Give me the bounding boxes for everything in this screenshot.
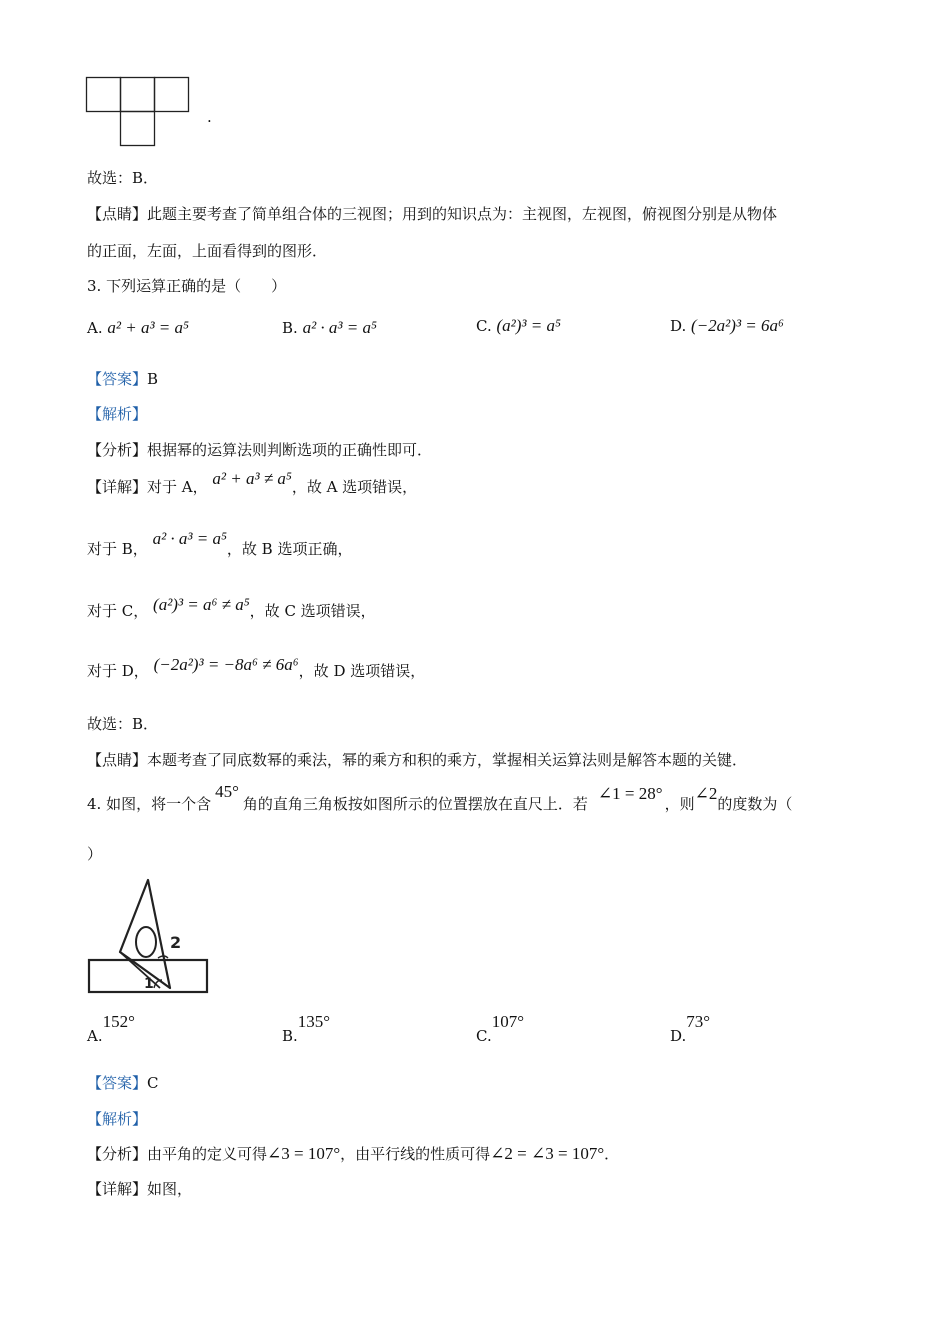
q4-detail-text: 如图， — [147, 1180, 193, 1198]
q4-stem-a: 4. 如图，将一个含 — [87, 795, 212, 813]
q4-option-d-value: 73° — [686, 1012, 711, 1031]
q3-detail-b-prefix: 对于 B， — [87, 540, 148, 558]
q4-stem-d: 的度数为（ — [717, 795, 793, 813]
q3-option-c-label: C. — [476, 317, 492, 335]
q4-angle45: 45° — [215, 782, 239, 801]
q4-analysis-tag: 【解析】 — [87, 1110, 148, 1128]
q3-detail-d — [87, 655, 426, 681]
q4-option-c-value: 107° — [491, 1012, 525, 1031]
q3-detail-c-expr: (a²)³ = a⁶ ≠ a⁵ — [153, 595, 250, 614]
q4-stem-c: ，则 — [664, 795, 695, 813]
q2-comment-line2: 的正面，左面，上面看得到的图形． — [87, 242, 328, 260]
q4-option-a — [87, 1012, 135, 1045]
q3-detail-b-suffix: ，故 B 选项正确， — [226, 540, 353, 558]
q4-option-c-label: C. — [476, 1027, 492, 1045]
q4-answer — [87, 1072, 159, 1093]
q4-fenxi-tag: 【分析】 — [87, 1145, 148, 1163]
q3-detail-a-expr: a² + a³ ≠ a⁵ — [212, 469, 292, 488]
q2-choice: 故选：B． — [87, 169, 159, 187]
q3-option-a-expr: a² + a³ = a⁵ — [107, 318, 189, 337]
q3-detail-d-prefix: 对于 D， — [87, 662, 149, 680]
q4-stem-b: 角的直角三角板按如图所示的位置摆放在直尺上．若 — [242, 795, 588, 813]
q3-detail-b-expr: a² · a³ = a⁵ — [152, 529, 227, 548]
q3-fenxi — [87, 439, 432, 460]
q4-option-c — [476, 1012, 525, 1045]
q3-option-a — [87, 318, 189, 338]
q3-option-b — [282, 318, 377, 338]
q3-fenxi-tag: 【分析】 — [87, 441, 148, 459]
q3-option-b-label: B. — [282, 319, 298, 337]
q4-stem-close: ） — [87, 845, 103, 863]
q3-detail-c-suffix: ，故 C 选项错误， — [249, 602, 376, 620]
q4-option-b-label: B. — [282, 1027, 298, 1045]
q3-option-c — [476, 316, 561, 336]
q4-fenxi-a: 由平角的定义可得 — [147, 1145, 268, 1163]
q3-detail-a-suffix: ，故 A 选项错误， — [291, 478, 418, 496]
q4-option-a-value: 152° — [102, 1012, 135, 1031]
q4-detail — [87, 1178, 192, 1199]
q3-answer — [87, 368, 158, 389]
q4-fenxi-c: ． — [604, 1145, 620, 1163]
q3-detail-c — [87, 595, 376, 621]
q4-option-b — [282, 1012, 331, 1045]
q3-detail-tag: 【详解】 — [87, 478, 148, 496]
q3-option-c-expr: (a²)³ = a⁵ — [496, 316, 561, 335]
q4-detail-tag: 【详解】 — [87, 1180, 148, 1198]
q3-choice: 故选：B． — [87, 715, 159, 733]
q2-comment-tag: 【点睛】 — [87, 205, 148, 223]
q4-fenxi-expr2: ∠2 = ∠3 = 107° — [490, 1144, 605, 1163]
q4-figure-label-1: 1 — [144, 976, 154, 992]
q2-comment-text1: 此题主要考查了简单组合体的三视图；用到的知识点为：主视图，左视图，俯视图分别是从物体 — [147, 205, 778, 223]
q3-option-b-expr: a² · a³ = a⁵ — [302, 318, 377, 337]
q3-detail-c-prefix: 对于 C， — [87, 602, 149, 620]
q4-option-a-label: A. — [87, 1027, 103, 1045]
q3-detail-a — [87, 469, 418, 497]
q4-fenxi — [87, 1143, 619, 1164]
q3-detail-d-suffix: ，故 D 选项错误， — [298, 662, 426, 680]
q4-figure-label-2: 2 — [170, 933, 182, 952]
q3-option-d-expr: (−2a²)³ = 6a⁶ — [691, 316, 784, 335]
q4-angle2: ∠2 — [694, 784, 718, 803]
q2-comment-line1 — [87, 203, 777, 224]
q3-option-a-label: A. — [87, 319, 103, 337]
q3-detail-d-expr: (−2a²)³ = −8a⁶ ≠ 6a⁶ — [153, 655, 299, 674]
q4-answer-tag: 【答案】 — [87, 1074, 148, 1092]
q4-answer-value: C — [147, 1074, 159, 1092]
q3-comment-tag: 【点睛】 — [87, 751, 148, 769]
q3-comment — [87, 749, 747, 770]
q4-option-b-value: 135° — [297, 1012, 331, 1031]
q4-angle1: ∠1 = 28° — [597, 784, 663, 803]
q3-option-d-label: D. — [670, 317, 687, 335]
q3-answer-value: B — [147, 370, 159, 388]
q3-answer-tag: 【答案】 — [87, 370, 148, 388]
q3-stem: 3. 下列运算正确的是（ ） — [87, 277, 287, 295]
q4-option-d — [670, 1012, 711, 1045]
q4-fenxi-b: ，由平行线的性质可得 — [340, 1145, 491, 1163]
q3-detail-a-prefix: 对于 A， — [147, 478, 208, 496]
q3-fenxi-text: 根据幂的运算法则判断选项的正确性即可． — [147, 441, 433, 459]
q3-analysis-tag: 【解析】 — [87, 405, 148, 423]
q4-fenxi-expr1: ∠3 = 107° — [267, 1144, 341, 1163]
q3-detail-b — [87, 529, 353, 559]
figure-period: . — [207, 108, 212, 126]
triangle-hole — [136, 927, 156, 957]
q4-figure — [84, 876, 214, 998]
q4-option-d-label: D. — [670, 1027, 687, 1045]
three-view-figure — [85, 76, 195, 150]
q4-stem — [87, 782, 793, 814]
q3-comment-text: 本题考查了同底数幂的乘法，幂的乘方和积的乘方，掌握相关运算法则是解答本题的关键． — [147, 751, 748, 769]
q3-option-d — [670, 316, 784, 336]
